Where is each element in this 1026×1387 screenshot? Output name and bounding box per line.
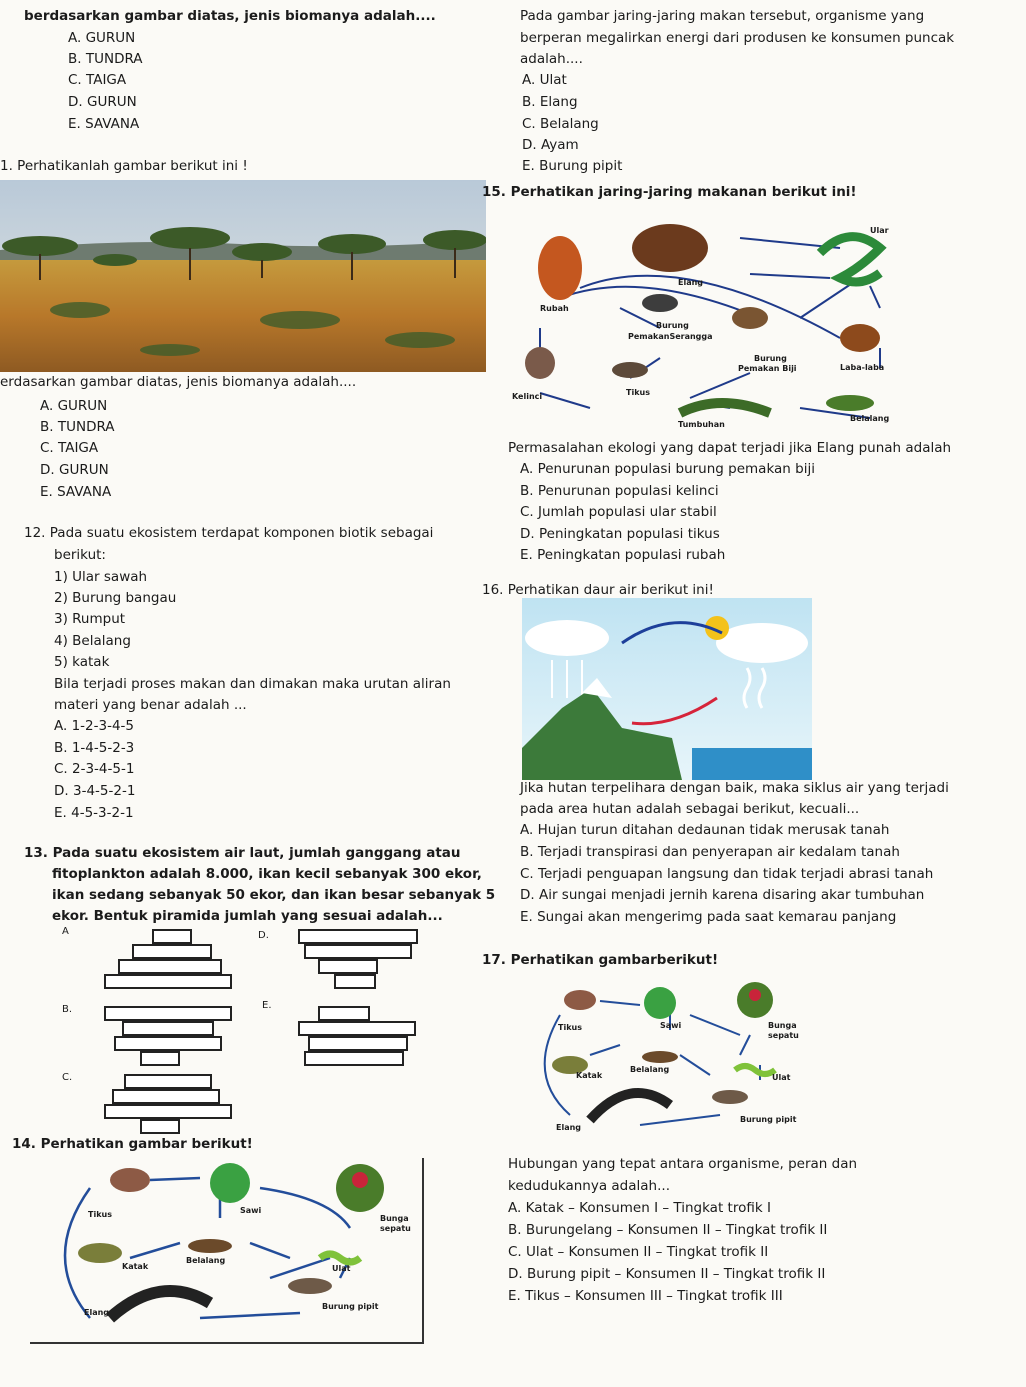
label-tikus: Tikus	[626, 388, 650, 397]
q16-option-a[interactable]: A. Hujan turun ditahan dedaunan tidak merusak tanah	[520, 822, 890, 838]
q-right-top-option-d[interactable]: D. Ayam	[522, 137, 579, 153]
q14-label-ulat: Ulat	[332, 1264, 351, 1273]
q14-label-tikus: Tikus	[88, 1210, 112, 1219]
q-right-top-stem-3: adalah....	[520, 51, 583, 67]
q17-stem-1: Hubungan yang tepat antara organisme, peran dan	[508, 1156, 858, 1172]
q17-stem-2: kedudukannya adalah...	[508, 1178, 670, 1194]
q15-title: 15. Perhatikan jaring-jaring makanan berikut ini!	[482, 184, 857, 200]
q17-option-d[interactable]: D. Burung pipit – Konsumen II – Tingkat trofik II	[508, 1266, 826, 1282]
q13-option-e-label[interactable]: E.	[262, 1000, 272, 1011]
q12-option-a[interactable]: A. 1-2-3-4-5	[54, 718, 135, 734]
q15-option-b[interactable]: B. Penurunan populasi kelinci	[520, 483, 719, 499]
q-right-top-option-e[interactable]: E. Burung pipit	[522, 158, 623, 174]
q13-stem-1: 13. Pada suatu ekosistem air laut, jumlah ganggang atau	[24, 845, 461, 861]
q16-option-b[interactable]: B. Terjadi transpirasi dan penyerapan air kedalam tanah	[520, 844, 900, 860]
label-rubah: Rubah	[540, 304, 569, 313]
q14-label-burung-pipit: Burung pipit	[322, 1302, 379, 1311]
savanna-photo	[0, 180, 486, 372]
q17-label-belalang: Belalang	[630, 1065, 670, 1074]
q13-stem-4: ekor. Bentuk piramida jumlah yang sesuai adalah...	[52, 908, 443, 924]
q17-label-sawi: Sawi	[660, 1021, 682, 1030]
label-laba: Laba-laba	[840, 363, 885, 372]
label-burung-serangga: Burung	[656, 321, 689, 330]
q15-option-e[interactable]: E. Peningkatan populasi rubah	[520, 547, 726, 563]
q12-option-e[interactable]: E. 4-5-3-2-1	[54, 805, 134, 821]
q14-label-sawi: Sawi	[240, 1206, 262, 1215]
q11-option-b[interactable]: B. TUNDRA	[40, 419, 115, 435]
q13-option-b-label[interactable]: B.	[62, 1004, 73, 1015]
q-right-top-option-c[interactable]: C. Belalang	[522, 116, 599, 132]
q12-item-1: 1) Ular sawah	[54, 569, 148, 585]
q10-option-a[interactable]: A. GURUN	[68, 30, 136, 46]
q14-label-katak: Katak	[122, 1262, 149, 1271]
label-burung-biji: Burung	[754, 354, 787, 363]
q17-label-sepatu: sepatu	[768, 1031, 799, 1040]
q14-title: 14. Perhatikan gambar berikut!	[12, 1136, 253, 1152]
label-pemakan-serangga: PemakanSerangga	[628, 332, 713, 341]
q17-option-e[interactable]: E. Tikus – Konsumen III – Tingkat trofik III	[508, 1288, 783, 1304]
q12-option-c[interactable]: C. 2-3-4-5-1	[54, 761, 135, 777]
q12-item-4: 4) Belalang	[54, 633, 131, 649]
q15-option-a[interactable]: A. Penurunan populasi burung pemakan biji	[520, 461, 815, 477]
q12-stem-1: 12. Pada suatu ekosistem terdapat komponen biotik sebagai	[24, 525, 434, 541]
q14-label-bunga: Bunga	[380, 1214, 409, 1223]
q16-option-c[interactable]: C. Terjadi penguapan langsung dan tidak terjadi abrasi tanah	[520, 866, 934, 882]
q16-title: 16. Perhatikan daur air berikut ini!	[482, 582, 714, 598]
q12-stem-2: berikut:	[54, 547, 106, 563]
q16-stem-1: Jika hutan terpelihara dengan baik, maka siklus air yang terjadi	[520, 780, 949, 796]
q-right-top-stem-1: Pada gambar jaring-jaring makan tersebut, organisme yang	[520, 8, 925, 24]
water-cycle-diagram	[522, 598, 812, 780]
q15-option-c[interactable]: C. Jumlah populasi ular stabil	[520, 504, 717, 520]
q10-option-d[interactable]: D. GURUN	[68, 94, 137, 110]
q17-label-ulat: Ulat	[772, 1073, 791, 1082]
q11-option-a[interactable]: A. GURUN	[40, 398, 108, 414]
q-right-top-option-b[interactable]: B. Elang	[522, 94, 578, 110]
q13-stem-2: fitoplankton adalah 8.000, ikan kecil sebanyak 300 ekor,	[52, 866, 482, 882]
q10-option-c[interactable]: C. TAIGA	[68, 72, 127, 88]
q17-label-elang: Elang	[556, 1123, 582, 1132]
q12-option-d[interactable]: D. 3-4-5-2-1	[54, 783, 136, 799]
q11-option-e[interactable]: E. SAVANA	[40, 484, 112, 500]
q12-option-b[interactable]: B. 1-4-5-2-3	[54, 740, 135, 756]
q16-option-e[interactable]: E. Sungai akan mengerimg pada saat kemarau panjang	[520, 909, 897, 925]
q10-stem: berdasarkan gambar diatas, jenis biomanya adalah....	[24, 8, 436, 24]
q11-title: 1. Perhatikanlah gambar berikut ini !	[0, 158, 248, 174]
food-web-diagram-q15	[500, 208, 904, 434]
q12-item-3: 3) Rumput	[54, 611, 126, 627]
q17-option-a[interactable]: A. Katak – Konsumen I – Tingkat trofik I	[508, 1200, 771, 1216]
q14-label-sepatu: sepatu	[380, 1224, 411, 1233]
food-web-diagram-q17	[530, 975, 810, 1145]
label-ular: Ular	[870, 226, 889, 235]
q-right-top-stem-2: berperan megalirkan energi dari produsen ke konsumen puncak	[520, 30, 955, 46]
q12-item-2: 2) Burung bangau	[54, 590, 177, 606]
q15-option-d[interactable]: D. Peningkatan populasi tikus	[520, 526, 720, 542]
q10-option-e[interactable]: E. SAVANA	[68, 116, 140, 132]
label-kelinci: Kelinci	[512, 392, 543, 401]
q17-label-burung-pipit: Burung pipit	[740, 1115, 797, 1124]
q12-question-1: Bila terjadi proses makan dan dimakan maka urutan aliran	[54, 676, 451, 692]
label-pemakan-biji: Pemakan Biji	[738, 364, 797, 373]
q17-title: 17. Perhatikan gambarberikut!	[482, 952, 719, 968]
q13-option-c-label[interactable]: C.	[62, 1072, 73, 1083]
q17-label-tikus: Tikus	[558, 1023, 582, 1032]
q11-option-d[interactable]: D. GURUN	[40, 462, 109, 478]
q11-stem: erdasarkan gambar diatas, jenis biomanya adalah....	[0, 374, 357, 390]
q13-option-a-label[interactable]: A	[62, 926, 69, 937]
q17-label-bunga: Bunga	[768, 1021, 797, 1030]
label-tumbuhan: Tumbuhan	[678, 420, 725, 429]
q12-item-5: 5) katak	[54, 654, 110, 670]
q-right-top-option-a[interactable]: A. Ulat	[522, 72, 567, 88]
q17-option-b[interactable]: B. Burungelang – Konsumen II – Tingkat trofik II	[508, 1222, 828, 1238]
q14-label-elang: Elang	[84, 1308, 110, 1317]
q10-option-b[interactable]: B. TUNDRA	[68, 51, 143, 67]
q17-option-c[interactable]: C. Ulat – Konsumen II – Tingkat trofik II	[508, 1244, 769, 1260]
q14-label-belalang: Belalang	[186, 1256, 226, 1265]
q16-option-d[interactable]: D. Air sungai menjadi jernih karena disaring akar tumbuhan	[520, 887, 925, 903]
q16-stem-2: pada area hutan adalah sebagai berikut, kecuali...	[520, 801, 860, 817]
q13-option-d-label[interactable]: D.	[258, 930, 269, 941]
q11-option-c[interactable]: C. TAIGA	[40, 440, 99, 456]
label-elang: Elang	[678, 278, 704, 287]
q15-stem: Permasalahan ekologi yang dapat terjadi jika Elang punah adalah	[508, 440, 952, 456]
q13-stem-3: ikan sedang sebanyak 50 ekor, dan ikan besar sebanyak 5	[52, 887, 496, 903]
label-belalang: Belalang	[850, 414, 890, 423]
q12-question-2: materi yang benar adalah ...	[54, 697, 247, 713]
food-web-diagram-q14	[30, 1158, 424, 1344]
q17-label-katak: Katak	[576, 1071, 603, 1080]
